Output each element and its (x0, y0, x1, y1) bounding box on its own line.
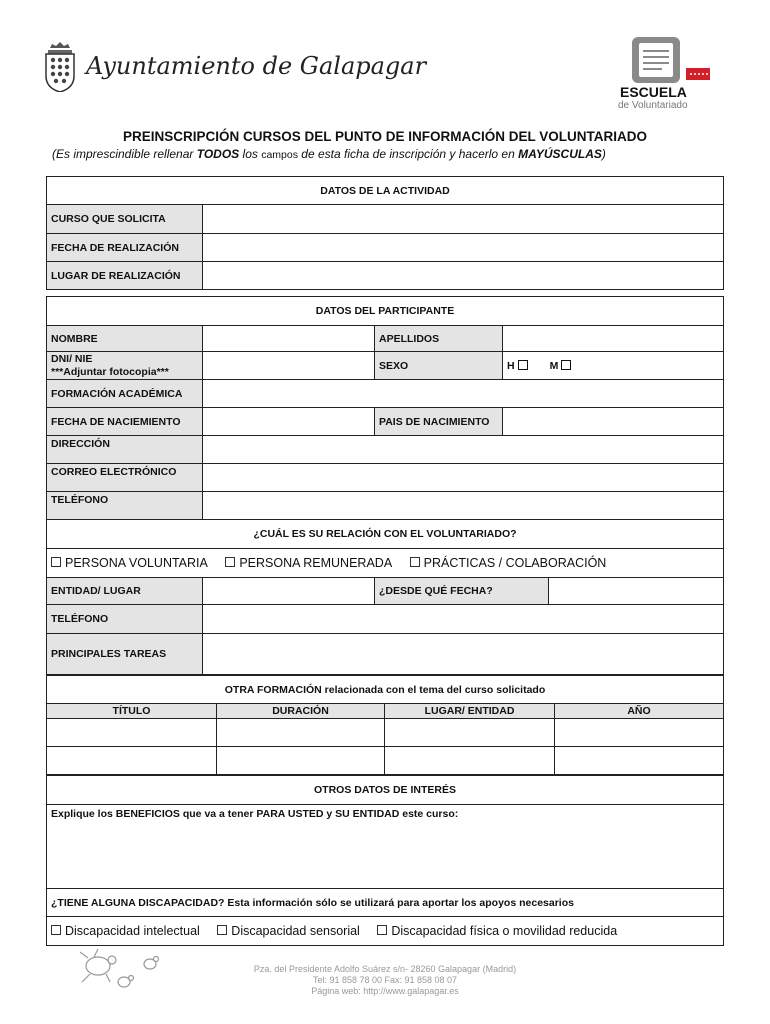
lugar-cell[interactable] (385, 719, 555, 747)
otra-formacion-header: OTRA FORMACIÓN relacionada con el tema del curso solicitado (47, 676, 724, 704)
relacion-options (47, 549, 724, 578)
participante-header: DATOS DEL PARTICIPANTE (47, 297, 724, 326)
fecha-realizacion-label: FECHA DE REALIZACIÓN (47, 234, 203, 262)
actividad-table (46, 176, 724, 290)
direccion-label: DIRECCIÓN (47, 436, 203, 464)
telefono-field[interactable] (203, 492, 724, 520)
discapacidad-options (47, 917, 724, 946)
footer-address: Pza. del Presidente Adolfo Suárez s/n- 28260 Galapagar (Madrid) Tel: 91 858 78 00 Fax: 91 858 08 07 Página web: http://www.galapagar.es (0, 964, 770, 997)
opt-intelectual[interactable]: Discapacidad intelectual (51, 924, 200, 938)
curso-field[interactable] (203, 205, 724, 234)
table-row (47, 719, 724, 747)
ayuntamiento-name: Ayuntamiento de Galapagar (86, 52, 427, 80)
checkbox-icon (217, 925, 227, 935)
formacion-label: FORMACIÓN ACADÉMICA (47, 380, 203, 408)
lugar-cell[interactable] (385, 747, 555, 775)
col-ano: AÑO (555, 704, 724, 719)
direccion-field[interactable] (203, 436, 724, 464)
duracion-cell[interactable] (217, 719, 385, 747)
titulo-cell[interactable] (47, 747, 217, 775)
telefono-label: TELÉFONO (47, 492, 203, 520)
pais-label: PAIS DE NACIMIENTO (375, 408, 503, 436)
checkbox-icon (225, 557, 235, 567)
entidad-field[interactable] (203, 578, 375, 605)
col-titulo: TÍTULO (47, 704, 217, 719)
beneficios-label: Explique los BENEFICIOS que va a tener PARA USTED y SU ENTIDAD este curso: (51, 808, 459, 820)
curso-label: CURSO QUE SOLICITA (47, 205, 203, 234)
checkbox-icon (51, 557, 61, 567)
opt-voluntaria[interactable]: PERSONA VOLUNTARIA (51, 556, 208, 570)
dni-label: DNI/ NIE ***Adjuntar fotocopia*** (47, 352, 203, 380)
desde-label: ¿DESDE QUÉ FECHA? (375, 578, 549, 605)
tareas-label: PRINCIPALES TAREAS (47, 634, 203, 675)
crest-icon (44, 42, 76, 92)
lugar-realizacion-label: LUGAR DE REALIZACIÓN (47, 262, 203, 290)
desde-field[interactable] (549, 578, 724, 605)
participante-table (46, 296, 724, 675)
telefono-entidad-field[interactable] (203, 605, 724, 634)
telefono-entidad-label: TELÉFONO (47, 605, 203, 634)
col-duracion: DURACIÓN (217, 704, 385, 719)
tareas-field[interactable] (203, 634, 724, 675)
fecha-nacimiento-field[interactable] (203, 408, 375, 436)
entidad-label: ENTIDAD/ LUGAR (47, 578, 203, 605)
clipboard-icon (612, 36, 722, 86)
formacion-field[interactable] (203, 380, 724, 408)
table-row (47, 747, 724, 775)
ayuntamiento-logo (44, 42, 427, 96)
pais-field[interactable] (503, 408, 724, 436)
checkbox-icon (51, 925, 61, 935)
dni-field[interactable] (203, 352, 375, 380)
form-title: PREINSCRIPCIÓN CURSOS DEL PUNTO DE INFORMACIÓN DEL VOLUNTARIADO (122, 129, 648, 144)
titulo-cell[interactable] (47, 719, 217, 747)
nombre-label: NOMBRE (47, 326, 203, 352)
correo-field[interactable] (203, 464, 724, 492)
ano-cell[interactable] (555, 747, 724, 775)
fecha-realizacion-field[interactable] (203, 234, 724, 262)
sexo-m-checkbox[interactable] (561, 360, 571, 370)
escuela-voluntariado-logo (612, 36, 722, 114)
sexo-h-label: H (507, 359, 515, 372)
actividad-header: DATOS DE LA ACTIVIDAD (47, 177, 724, 205)
sexo-h-checkbox[interactable] (518, 360, 528, 370)
duracion-cell[interactable] (217, 747, 385, 775)
nombre-field[interactable] (203, 326, 375, 352)
col-lugar-entidad: LUGAR/ ENTIDAD (385, 704, 555, 719)
sexo-options (503, 352, 724, 380)
otros-header: OTROS DATOS DE INTERÉS (47, 776, 724, 805)
apellidos-label: APELLIDOS (375, 326, 503, 352)
beneficios-field[interactable] (47, 805, 724, 889)
lugar-realizacion-field[interactable] (203, 262, 724, 290)
relacion-header: ¿CUÁL ES SU RELACIÓN CON EL VOLUNTARIADO? (47, 520, 724, 549)
otros-datos-table (46, 775, 724, 946)
opt-practicas[interactable]: PRÁCTICAS / COLABORACIÓN (410, 556, 607, 570)
checkbox-icon (377, 925, 387, 935)
sexo-label: SEXO (375, 352, 503, 380)
otra-formacion-table (46, 675, 724, 775)
opt-sensorial[interactable]: Discapacidad sensorial (217, 924, 360, 938)
correo-label: CORREO ELECTRÓNICO (47, 464, 203, 492)
form-instructions: (Es imprescindible rellenar TODOS los campos de esta ficha de inscripción y hacerlo en MAYÚSCULAS) (52, 147, 606, 161)
discapacidad-label: ¿TIENE ALGUNA DISCAPACIDAD? Esta información sólo se utilizará para aportar los apoyos necesarios (47, 889, 724, 917)
opt-fisica[interactable]: Discapacidad física o movilidad reducida (377, 924, 617, 938)
checkbox-icon (410, 557, 420, 567)
ano-cell[interactable] (555, 719, 724, 747)
website-link[interactable]: Página web: http://www.galapagar.es (311, 986, 459, 996)
fecha-nacimiento-label: FECHA DE NACIEMIENTO (47, 408, 203, 436)
registration-form (46, 176, 724, 946)
opt-remunerada[interactable]: PERSONA REMUNERADA (225, 556, 392, 570)
escuela-label: ESCUELA (620, 84, 687, 100)
apellidos-field[interactable] (503, 326, 724, 352)
voluntariado-label: de Voluntariado (618, 100, 688, 111)
sexo-m-label: M (549, 359, 559, 372)
